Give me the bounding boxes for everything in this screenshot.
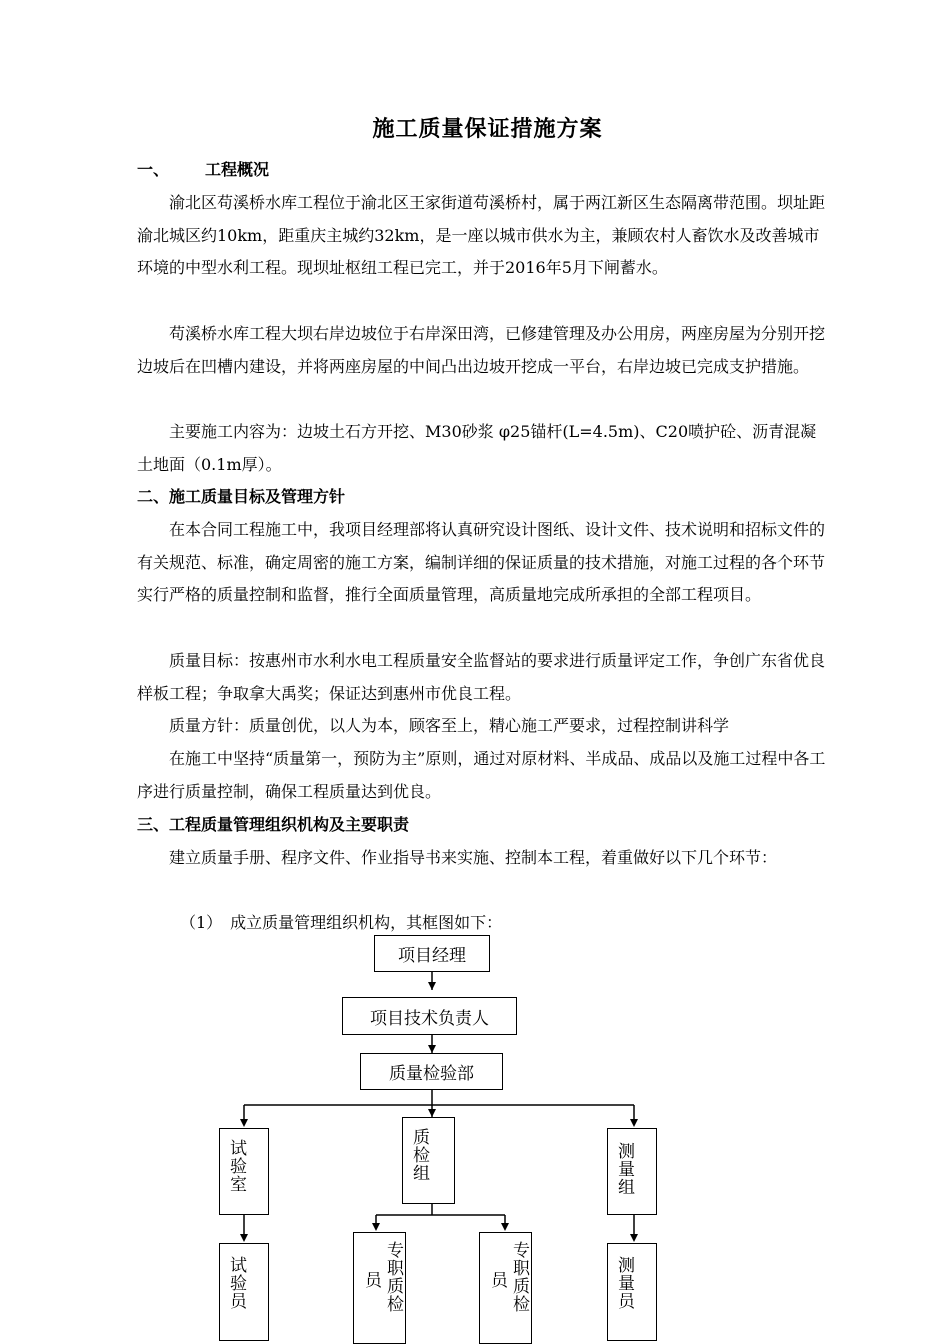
section-1-paragraph-3: 主要施工内容为：边坡土石方开挖、M30砂浆 φ25锚杆(L=4.5m)、C20喷护砼、沥青混凝土地面（0.1m厚）。 — [137, 422, 817, 474]
org-box-qc-department — [360, 1053, 503, 1090]
org-box-surveyor — [607, 1243, 657, 1341]
org-label-project-manager: 项目经理 — [398, 946, 466, 966]
org-box-qc-group — [402, 1117, 455, 1204]
org-label-qc-inspector-b-suffix: 员 — [487, 1271, 507, 1289]
document-title: 施工质量保证措施方案 — [372, 117, 603, 142]
org-label-survey-group: 测量组 — [614, 1142, 634, 1196]
section-1-paragraph-2: 苟溪桥水库工程大坝右岸边坡位于右岸深田湾，已修建管理及办公用房，两座房屋为分别开挖边坡后在凹槽内建设，并将两座房屋的中间凸出边坡开挖成一平台，右岸边坡已完成支护措施。 — [137, 324, 826, 376]
org-label-lab-staff: 试验员 — [226, 1256, 246, 1310]
section-1-paragraph-1: 渝北区苟溪桥水库工程位于渝北区王家街道苟溪桥村，属于两江新区生态隔离带范围。坝址距渝北城区约10km，距重庆主城约32km，是一座以城市供水为主，兼顾农村人畜饮水及改善城市环境的中型水利工程。现坝址枢纽工程已完工，并于2016年5月下闸蓄水。 — [137, 193, 826, 278]
org-box-lab-staff — [219, 1243, 269, 1341]
org-label-qc-group: 质检组 — [409, 1128, 429, 1182]
org-box-technical-lead — [342, 997, 517, 1035]
org-label-qc-department: 质量检验部 — [389, 1064, 474, 1084]
section-2-paragraph-4: 在施工中坚持“质量第一，预防为主”原则，通过对原材料、半成品、成品以及施工过程中各工序进行质量控制，确保工程质量达到优良。 — [137, 749, 826, 801]
org-box-qc-inspector-b — [479, 1232, 532, 1344]
org-label-qc-inspector-a-suffix: 员 — [361, 1271, 381, 1289]
org-label-surveyor: 测量员 — [614, 1256, 634, 1310]
section-3-paragraph-2: （1） 成立质量管理组织机构，其框图如下： — [180, 913, 503, 932]
org-box-project-manager — [374, 935, 490, 972]
org-box-lab — [219, 1128, 269, 1215]
org-label-technical-lead: 项目技术负责人 — [370, 1008, 489, 1029]
section-1-title: 工程概况 — [205, 160, 270, 179]
org-label-lab: 试验室 — [226, 1139, 246, 1193]
section-2-paragraph-1: 在本合同工程施工中，我项目经理部将认真研究设计图纸、设计文件、技术说明和招标文件的有关规范、标准，确定周密的施工方案，编制详细的保证质量的技术措施，对施工过程的各个环节实行严格的质量控制和监督，推行全面质量管理，高质量地完成所承担的全部工程项目。 — [137, 520, 826, 605]
section-3-heading: 三、工程质量管理组织机构及主要职责 — [137, 815, 410, 834]
section-3-paragraph-1: 建立质量手册、程序文件、作业指导书来实施、控制本工程，着重做好以下几个环节： — [169, 848, 778, 867]
section-2-paragraph-2: 质量目标：按惠州市水利水电工程质量安全监督站的要求进行质量评定工作，争创广东省优良样板工程；争取拿大禹奖；保证达到惠州市优良工程。 — [137, 651, 826, 703]
org-box-qc-inspector-a — [353, 1232, 406, 1344]
section-2-heading: 二、施工质量目标及管理方针 — [137, 487, 346, 506]
section-2-paragraph-3: 质量方针：质量创优，以人为本，顾客至上，精心施工严要求，过程控制讲科学 — [169, 716, 730, 735]
org-label-qc-inspector-a-main: 专职质检 — [383, 1241, 403, 1313]
org-label-qc-inspector-b-main: 专职质检 — [509, 1241, 529, 1313]
section-1-number: 一、 — [137, 160, 170, 179]
org-box-survey-group — [607, 1128, 657, 1215]
